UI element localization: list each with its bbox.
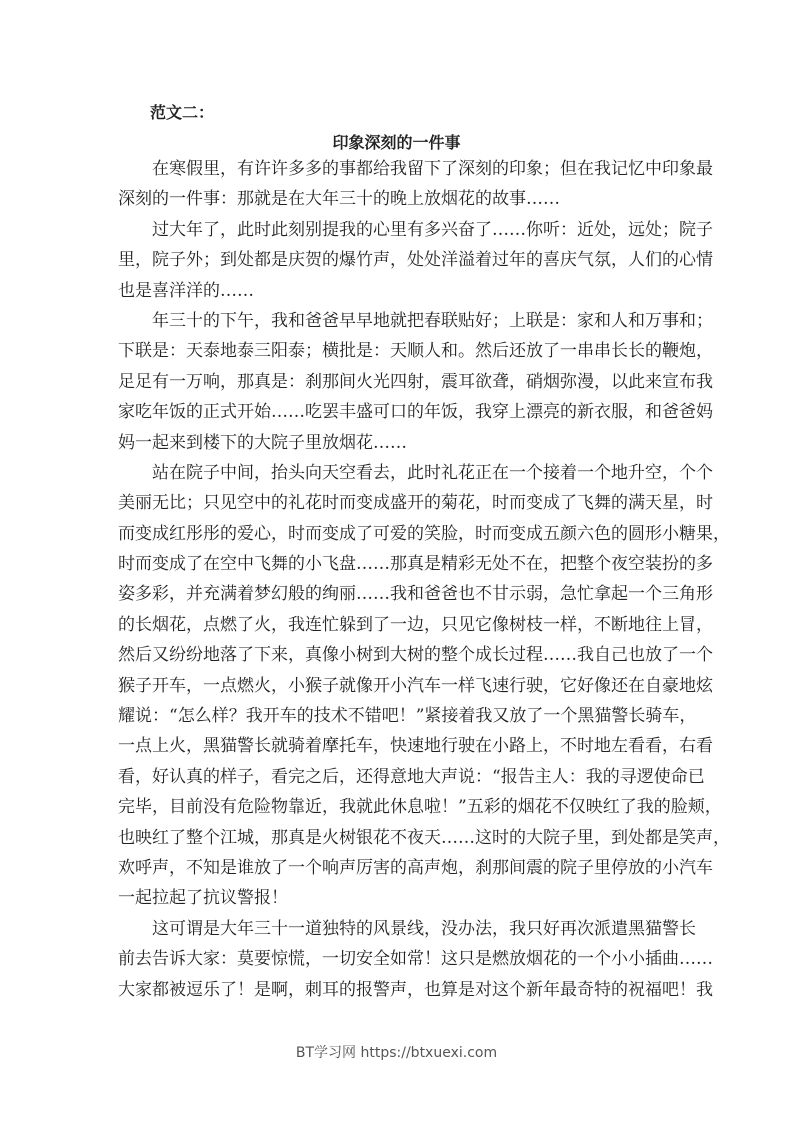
- paragraph-line: 妈一起来到楼下的大院子里放烟花……: [118, 432, 407, 453]
- paragraph-line: 大家都被逗乐了！是啊，刺耳的报警声，也算是对这个新年最奇特的祝福吧！我: [118, 979, 713, 1000]
- paragraph-line: 欢呼声，不知是谁放了一个响声厉害的高声炮，刹那间震的院子里停放的小汽车: [118, 857, 713, 878]
- paragraph-line: 也映红了整个江城，那真是火树银花不夜天……这时的大院子里，到处都是笑声，: [118, 827, 730, 848]
- essay-title: 印象深刻的一件事: [332, 133, 461, 152]
- paragraph-line: 时而变成了在空中飞舞的小飞盘……那真是精彩无处不在，把整个夜空装扮的多: [118, 554, 713, 575]
- paragraph-line: 的长烟花，点燃了火，我连忙躲到了一边，只见它像树枝一样，不断地往上冒，: [118, 614, 713, 635]
- paragraph-line: 深刻的一件事：那就是在大年三十的晚上放烟花的故事……: [118, 189, 560, 210]
- paragraph-line: 美丽无比；只见空中的礼花时而变成盛开的菊花，时而变成了飞舞的满天星，时: [118, 493, 713, 514]
- paragraph-line: 家吃年饭的正式开始……吃罢丰盛可口的年饭，我穿上漂亮的新衣服，和爸爸妈: [118, 402, 713, 423]
- footer-watermark: BT学习网 https://btxuexi.com: [295, 1045, 498, 1061]
- paragraph-line: 一起拉起了抗议警报！: [118, 888, 288, 909]
- paragraph-line: 下联是：天泰地泰三阳泰；横批是：天顺人和。然后还放了一串串长长的鞭炮，: [118, 341, 713, 362]
- paragraph-line: 看，好认真的样子，看完之后，还得意地大声说：“报告主人：我的寻逻使命已: [118, 766, 705, 787]
- paragraph-line: 完毕，目前没有危险物靠近，我就此休息啦！”五彩的烟花不仅映红了我的脸颊，: [118, 797, 722, 818]
- section-label: 范文二：: [150, 103, 215, 122]
- paragraph-line: 在寒假里，有许许多多的事都给我留下了深刻的印象；但在我记忆中印象最: [152, 159, 713, 179]
- paragraph-line: 前去告诉大家：莫要惊慌，一切安全如常！这只是燃放烟花的一个小小插曲……: [118, 949, 713, 970]
- paragraph-line: 然后又纷纷地落了下来，真像小树到大树的整个成长过程……我自己也放了一个: [118, 645, 713, 666]
- paragraph-line: 足足有一万响，那真是：刹那间火光四射，震耳欲聋，硝烟弥漫，以此来宣布我: [118, 371, 713, 392]
- paragraph-line: 站在院子中间，抬头向天空看去，此时礼花正在一个接着一个地升空，个个: [152, 462, 713, 483]
- paragraph-line: 猴子开车，一点燃火，小猴子就像开小汽车一样飞速行驶，它好像还在自豪地炫: [118, 675, 713, 696]
- essay-body: [118, 154, 730, 1005]
- paragraph-line: 一点上火，黑猫警长就骑着摩托车，快速地行驶在小路上，不时地左看看，右看: [118, 736, 713, 757]
- paragraph-line: 耀说：“怎么样？我开车的技术不错吧！”紧接着我又放了一个黑猫警长骑车，: [118, 706, 697, 727]
- paragraph-line: 也是喜洋洋的……: [118, 280, 254, 301]
- paragraph-line: 这可谓是大年三十一道独特的风景线，没办法，我只好再次派遣黑猫警长: [152, 918, 696, 939]
- paragraph-line: 里，院子外；到处都是庆贺的爆竹声，处处洋溢着过年的喜庆气氛，人们的心情: [118, 250, 713, 271]
- paragraph-line: 而变成红彤彤的爱心，时而变成了可爱的笑脸，时而变成五颜六色的圆形小糖果，: [118, 523, 730, 544]
- paragraph-line: 年三十的下午，我和爸爸早早地就把春联贴好；上联是：家和人和万事和；: [152, 310, 713, 331]
- paragraph-line: 过大年了，此时此刻别提我的心里有多兴奋了……你听：近处，远处；院子: [152, 219, 713, 240]
- paragraph-line: 姿多彩，并充满着梦幻般的绚丽……我和爸爸也不甘示弱，急忙拿起一个三角形: [118, 584, 713, 605]
